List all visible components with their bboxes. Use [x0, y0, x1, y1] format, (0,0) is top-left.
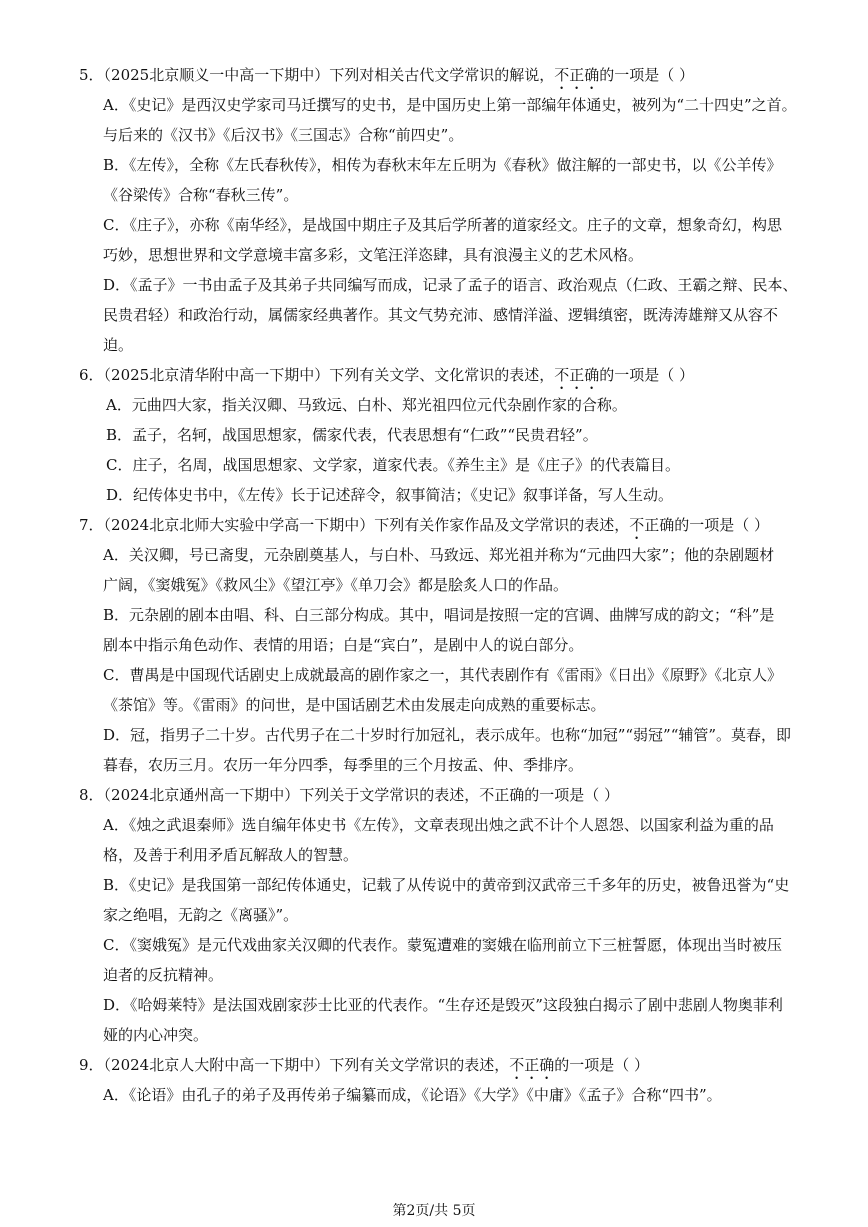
question-source: （2025北京顺义一中高一下期中）	[103, 66, 330, 84]
question-source: （2024北京人大附中高一下期中）	[103, 1056, 330, 1074]
question-6-option-d: D．纪传体史书中，《左传》长于记述辞令，叙事简洁；《史记》叙事详备，写人生动。	[106, 486, 674, 504]
question-7-option-d-cont: 暮春，农历三月。农历一年分四季，每季里的三个月按孟、仲、季排序。	[103, 756, 584, 774]
question-5-stem: 5．（2025北京顺义一中高一下期中）下列对相关古代文学常识的解说，不正确的一项是（ ）	[79, 66, 695, 84]
question-5-option-b-cont: 《谷梁传》合称“春秋三传”。	[103, 186, 299, 204]
emphasized-text: 不	[629, 516, 645, 534]
question-9-stem: 9．（2024北京人大附中高一下期中）下列有关文学常识的表述，不正确的一项是（ ）	[79, 1056, 650, 1074]
question-8-option-a: A．《烛之武退秦师》选自编年体史书《左传》，文章表现出烛之武不计个人恩怨、以国家利益为重的品	[103, 816, 774, 834]
question-source: （2024北京北师大实验中学高一下期中）	[103, 516, 375, 534]
question-7-option-b: B．元杂剧的剧本由唱、科、白三部分构成。其中，唱词是按照一定的宫调、曲牌写成的韵文；“科”是	[103, 606, 775, 624]
question-7-option-a: A．关汉卿，号已斋叟，元杂剧奠基人，与白朴、马致远、郑光祖并称为“元曲四大家”；他的杂剧题材	[103, 546, 775, 564]
question-8-option-c: C．《窦娥冤》是元代戏曲家关汉卿的代表作。蒙冤遭难的窦娥在临刑前立下三桩誓愿，体现出当时被压	[103, 936, 782, 954]
question-7-option-a-cont: 广阔，《窦娥冤》《救风尘》《望江亭》《单刀会》都是脍炙人口的作品。	[103, 576, 569, 594]
question-8-option-d-cont: 娅的内心冲突。	[103, 1026, 209, 1044]
question-number: 6．	[79, 366, 104, 384]
question-8-option-b: B．《史记》是我国第一部纪传体通史，记载了从传说中的黄帝到汉武帝三千多年的历史，被鲁迅誉为“史	[103, 876, 790, 894]
question-number: 5．	[79, 66, 104, 84]
question-source: （2025北京清华附中高一下期中）	[103, 366, 330, 384]
question-6-stem: 6．（2025北京清华附中高一下期中）下列有关文学、文化常识的表述，不正确的一项是（ ）	[79, 366, 695, 384]
question-7-option-d: D．冠，指男子二十岁。古代男子在二十岁时行加冠礼，表示成年。也称“加冠”“弱冠”“辅管”。莫春，即	[103, 726, 792, 744]
question-7-option-b-cont: 剧本中指示角色动作、表情的用语；白是“宾白”，是剧中人的说白部分。	[103, 636, 584, 654]
question-8-option-b-cont: 家之绝唱，无韵之《离骚》”。	[103, 906, 299, 924]
page-footer: 第2页/共 5页	[392, 1203, 476, 1219]
question-6-option-a: A．元曲四大家，指关汉卿、马致远、白朴、郑光祖四位元代杂剧作家的合称。	[106, 396, 627, 414]
question-6-option-b: B．孟子，名轲，战国思想家，儒家代表，代表思想有“仁政”“民贵君轻”。	[106, 426, 598, 444]
question-9-option-a: A．《论语》由孔子的弟子及再传弟子编纂而成，《论语》《大学》《中庸》《孟子》合称“四书”。	[103, 1086, 722, 1104]
question-source: （2024北京通州高一下期中）	[103, 786, 300, 804]
question-number: 7．	[79, 516, 104, 534]
question-5-option-d-cont: 民贵君轻）和政治行动，属儒家经典著作。其文气势充沛、感情洋溢、逻辑缜密，既涛涛雄辩又从容不	[103, 306, 779, 324]
emphasized-text: 不正确	[554, 366, 600, 384]
question-5-option-a-cont: 与后来的《汉书》《后汉书》《三国志》合称“前四史”。	[103, 126, 464, 144]
question-number: 8．	[79, 786, 104, 804]
question-7-option-c: C．曹禺是中国现代话剧史上成就最高的剧作家之一，其代表剧作有《雷雨》《日出》《原野》《北京人》	[103, 666, 782, 684]
question-5-option-b: B．《左传》，全称《左氏春秋传》，相传为春秋末年左丘明为《春秋》做注解的一部史书，以《公羊传》	[103, 156, 782, 174]
question-8-option-a-cont: 格，及善于利用矛盾瓦解敌人的智慧。	[103, 846, 359, 864]
question-5-option-c-cont: 巧妙，思想世界和文学意境丰富多彩，文笔汪洋恣肆，具有浪漫主义的艺术风格。	[103, 246, 644, 264]
question-5-option-a: A．《史记》是西汉史学家司马迁撰写的史书，是中国历史上第一部编年体通史，被列为“二十四史”之首。	[103, 96, 797, 114]
emphasized-text: 不正确	[554, 66, 600, 84]
question-8-stem: 8．（2024北京通州高一下期中）下列关于文学常识的表述，不正确的一项是（ ）	[79, 786, 620, 804]
question-5-option-d-cont: 迫。	[103, 336, 134, 354]
question-5-option-d: D．《孟子》一书由孟子及其弟子共同编写而成，记录了孟子的语言、政治观点（仁政、王霸之辩、民本、	[103, 276, 798, 294]
emphasized-text: 不正确	[509, 1056, 555, 1074]
question-8-option-d: D．《哈姆莱特》是法国戏剧家莎士比亚的代表作。“生存还是毁灭”这段独白揭示了剧中悲剧人物奥菲利	[103, 996, 783, 1014]
question-7-stem: 7．（2024北京北师大实验中学高一下期中）下列有关作家作品及文学常识的表述，不正确的一项是（ ）	[79, 516, 770, 534]
question-7-option-c-cont: 《茶馆》等。《雷雨》的问世，是中国话剧艺术由发展走向成熟的重要标志。	[103, 696, 606, 714]
question-8-option-c-cont: 迫者的反抗精神。	[103, 966, 224, 984]
question-number: 9．	[79, 1056, 104, 1074]
question-6-option-c: C．庄子，名周，战国思想家、文学家，道家代表。《养生主》是《庄子》的代表篇目。	[106, 456, 680, 474]
question-5-option-c: C．《庄子》，亦称《南华经》，是战国中期庄子及其后学所著的道家经文。庄子的文章，想象奇幻，构思	[103, 216, 782, 234]
